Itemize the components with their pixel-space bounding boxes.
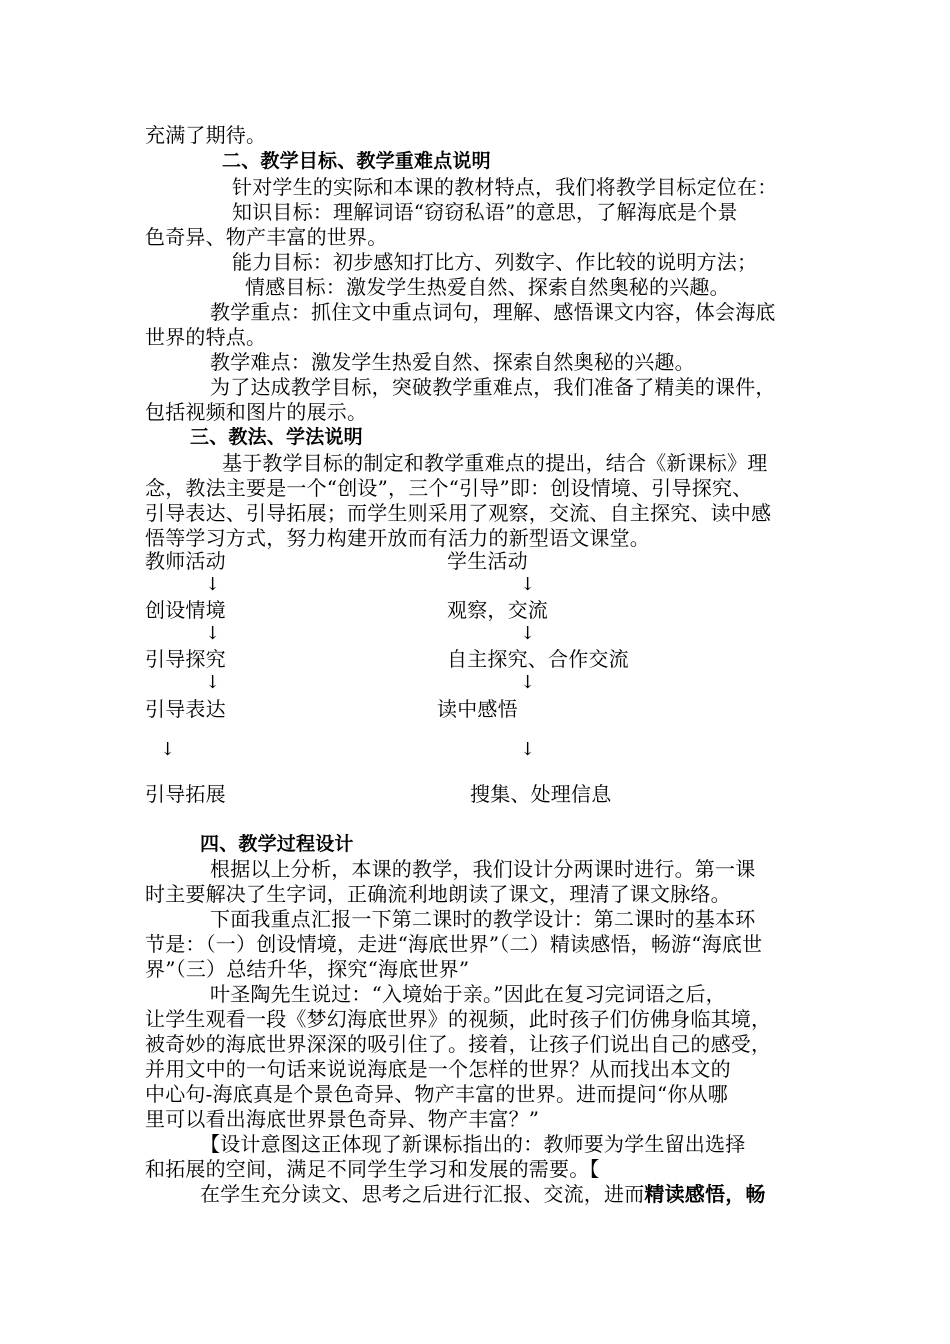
paragraph-line: 教学重点：抓住文中重点词句，理解、感悟课文内容，体会海底 [210,300,776,324]
paragraph-line: 悟等学习方式，努力构建开放而有活力的新型语文课堂。 [145,526,650,550]
paragraph-line: 基于教学目标的制定和教学重难点的提出，结合《新课标》理 [222,451,768,475]
teacher-step: 教师活动 [145,549,226,573]
down-arrow-icon: ↓ [205,574,221,595]
paragraph-line: 根据以上分析，本课的教学，我们设计分两课时进行。第一课 [210,857,756,881]
paragraph-line: 【设计意图这正体现了新课标指出的：教师要为学生留出选择 [200,1132,746,1156]
down-arrow-icon: ↓ [520,623,536,644]
paragraph-line [200,1182,766,1207]
paragraph-line: 引导表达、引导拓展；而学生则采用了观察，交流、自主探究、读中感 [145,501,772,525]
paragraph-line: 知识目标：理解词语“窃窃私语”的意思，了解海底是个景 [232,200,738,224]
paragraph-line: 念，教法主要是一个“创设”，三个“引导”即：创设情境、引导探究、 [145,476,753,500]
paragraph-line: 中心句-海底真是个景色奇异、物产丰富的世界。进而提问“你从哪 [145,1082,728,1106]
paragraph-line: 和拓展的空间，满足不同学生学习和发展的需要。【 [145,1157,600,1181]
student-step: 读中感悟 [437,697,518,721]
paragraph-line: 包括视频和图片的展示。 [145,400,368,424]
down-arrow-icon: ↓ [520,672,536,693]
paragraph-line: 里可以看出海底世界景色奇异、物产丰富？” [145,1107,540,1131]
paragraph-line: 让学生观看一段《梦幻海底世界》的视频，此时孩子们仿佛身临其境， [145,1007,772,1031]
paragraph-line: 充满了期待。 [145,123,267,147]
paragraph-line: 教学难点：激发学生热爱自然、探索自然奥秘的兴趣。 [210,350,695,374]
down-arrow-icon: ↓ [160,739,176,760]
paragraph-line: 被奇妙的海底世界深深的吸引住了。接着，让孩子们说出自己的感受， [145,1032,772,1056]
paragraph-line: 针对学生的实际和本课的教材特点，我们将教学目标定位在： [232,175,778,199]
teacher-step: 引导拓展 [145,782,226,806]
paragraph-line: 节是：（一）创设情境，走进“海底世界”（二）精读感悟，畅游“海底世 [145,932,763,956]
paragraph-line: 情感目标：激发学生热爱自然、探索自然奥秘的兴趣。 [245,275,730,299]
paragraph-line: 界”（三）总结升华，探究“海底世界” [145,957,470,981]
paragraph-line: 世界的特点。 [145,325,267,349]
student-step: 学生活动 [447,549,528,573]
paragraph-line: 为了达成教学目标，突破教学重难点，我们准备了精美的课件， [210,375,776,399]
paragraph-text: 在学生充分读文、思考之后进行汇报、交流，进而 [200,1182,645,1206]
down-arrow-icon: ↓ [520,574,536,595]
section-heading: 二、教学目标、教学重难点说明 [222,150,491,172]
student-step: 观察，交流 [447,598,548,622]
paragraph-line: 下面我重点汇报一下第二课时的教学设计：第二课时的基本环 [210,907,756,931]
teacher-step: 引导探究 [145,647,226,671]
down-arrow-icon: ↓ [205,672,221,693]
paragraph-line: 并用文中的一句话来说说海底是一个怎样的世界？从而找出本文的 [145,1057,731,1081]
down-arrow-icon: ↓ [520,739,536,760]
paragraph-line: 能力目标：初步感知打比方、列数字、作比较的说明方法； [232,250,758,274]
down-arrow-icon: ↓ [205,623,221,644]
teacher-step: 引导表达 [145,697,226,721]
bold-phrase: 精读感悟，畅 [644,1182,766,1206]
paragraph-line: 时主要解决了生字词，正确流利地朗读了课文，理清了课文脉络。 [145,882,731,906]
student-step: 自主探究、合作交流 [447,647,629,671]
section-heading: 四、教学过程设计 [200,833,354,855]
section-heading: 三、教法、学法说明 [190,426,363,448]
paragraph-line: 叶圣陶先生说过：“入境始于亲。”因此在复习完词语之后， [210,982,726,1006]
teacher-step: 创设情境 [145,598,226,622]
student-step: 搜集、处理信息 [470,782,612,806]
paragraph-line: 色奇异、物产丰富的世界。 [145,225,388,249]
